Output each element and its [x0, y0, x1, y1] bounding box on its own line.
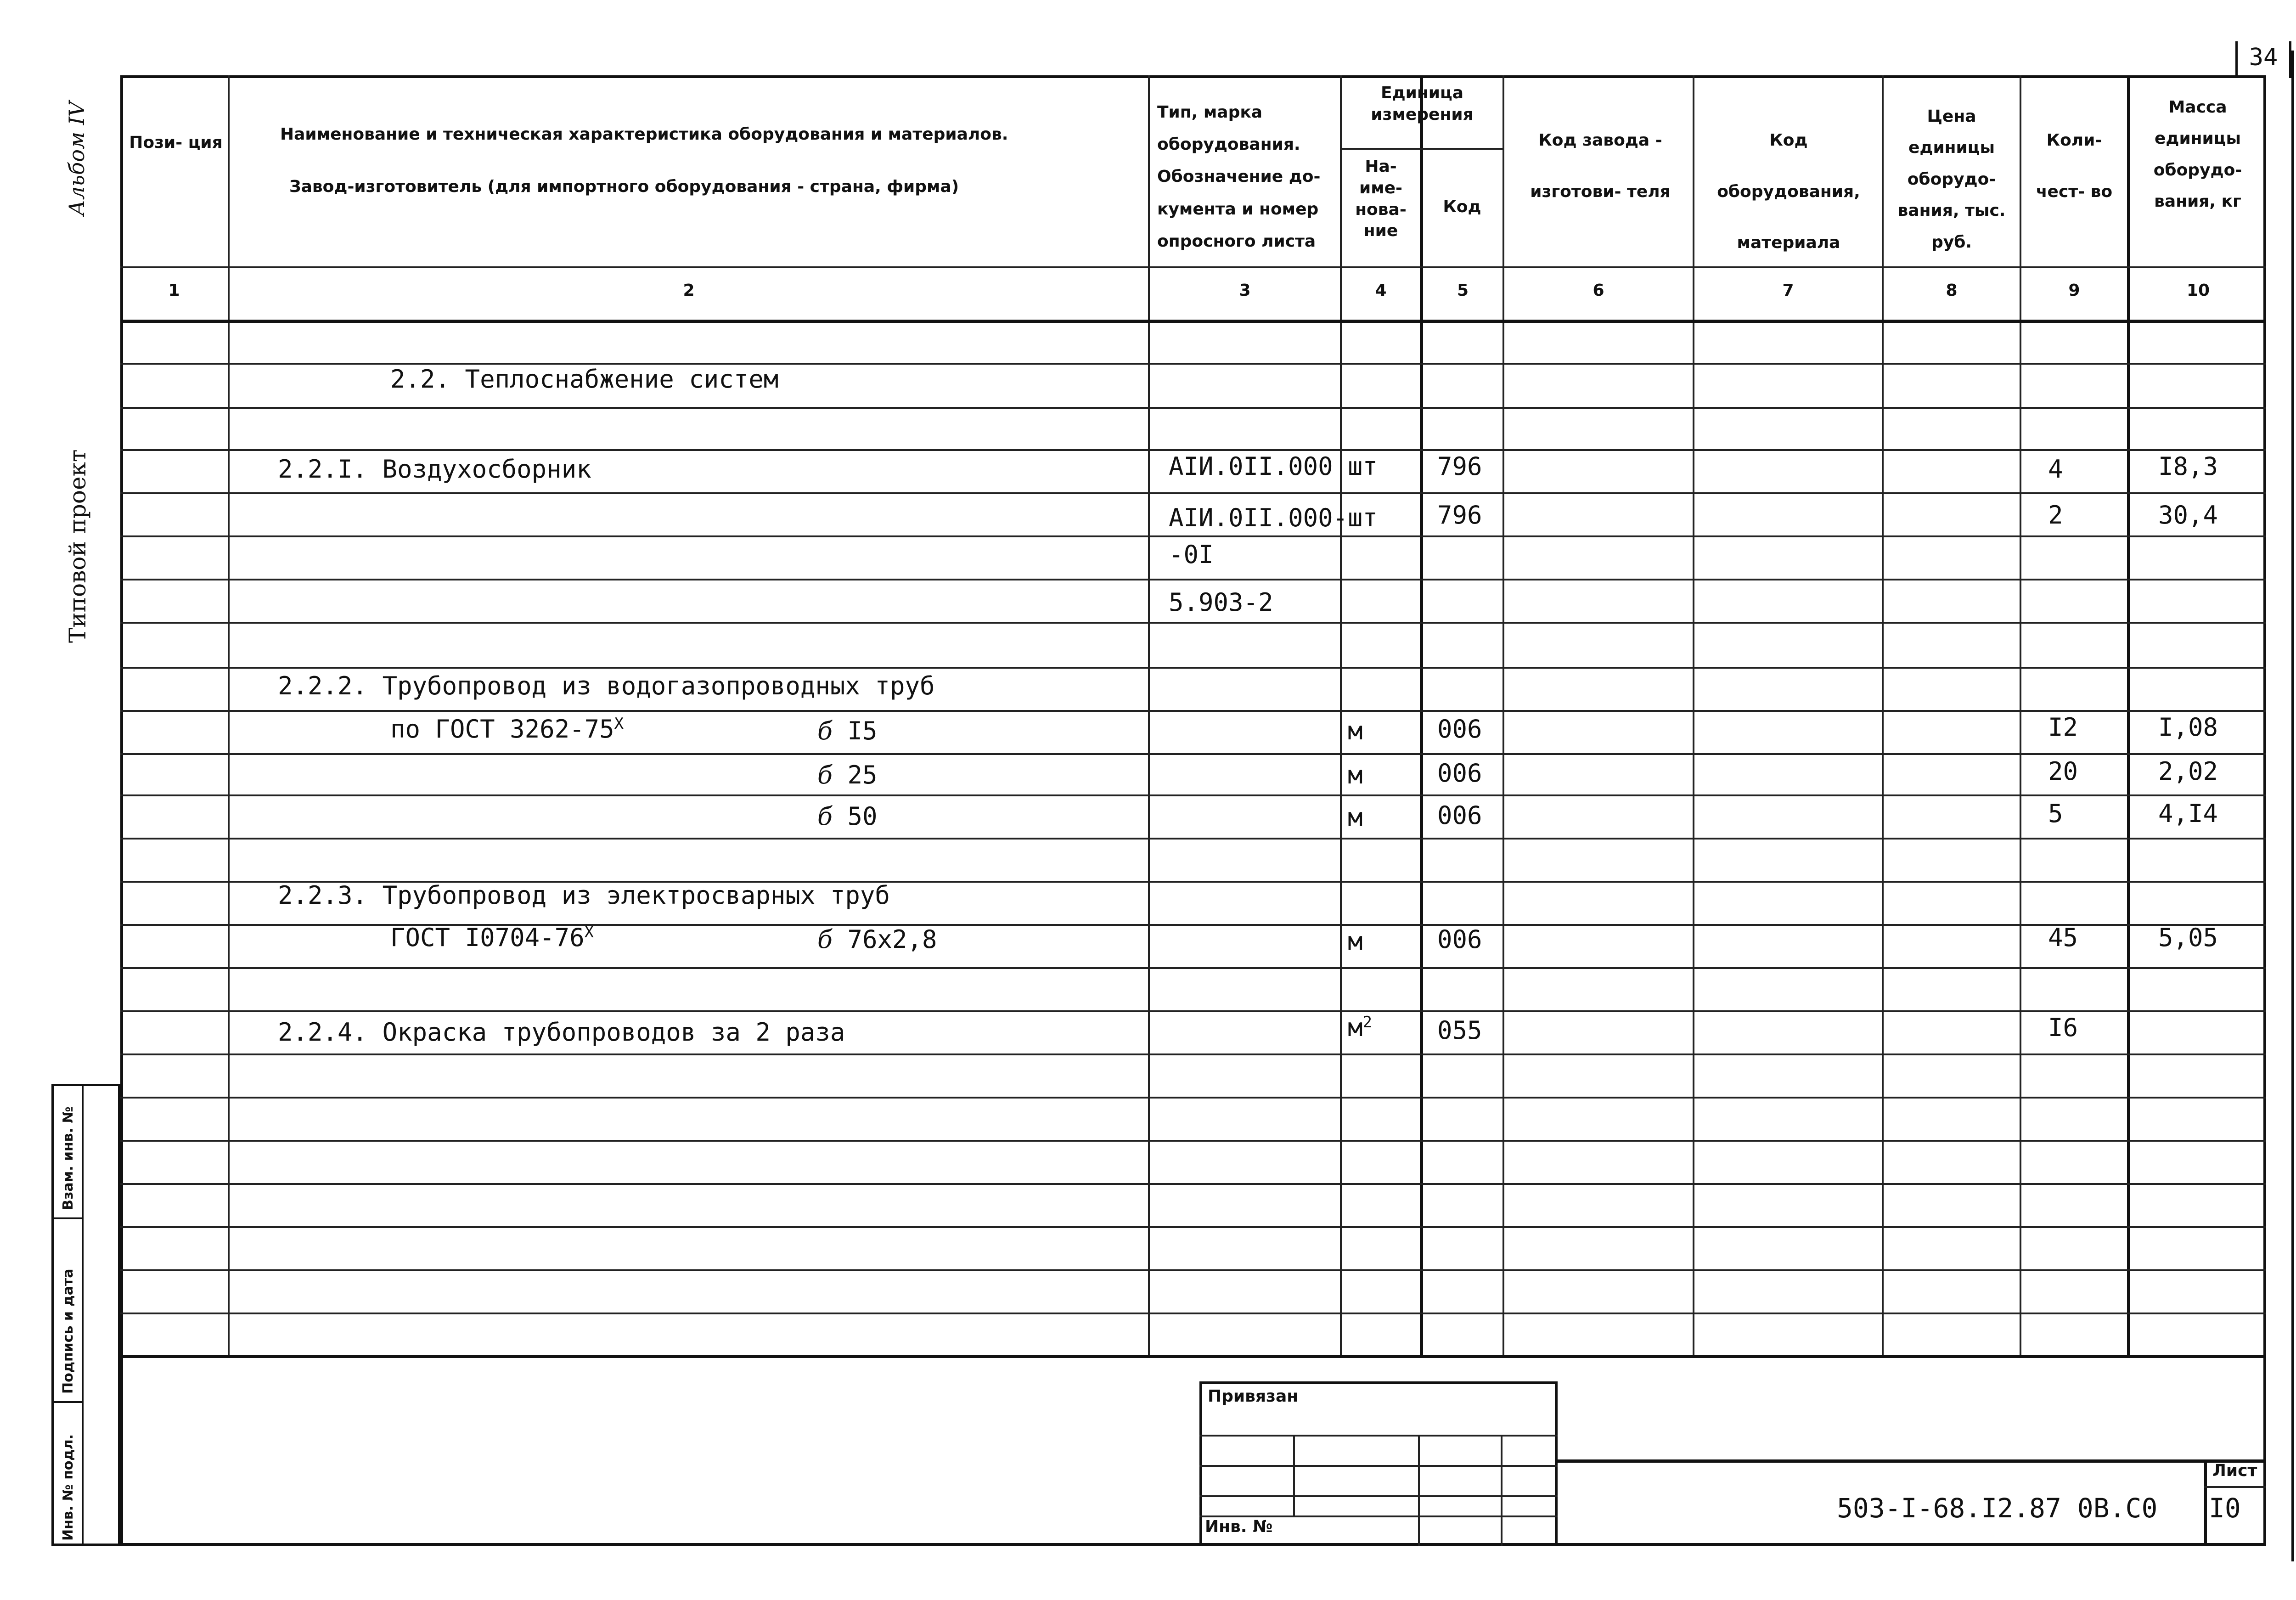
col-number: 2	[683, 281, 695, 300]
col-number: 3	[1239, 281, 1251, 300]
col-number: 8	[1946, 281, 1958, 300]
pipe-size: б I5	[817, 716, 878, 745]
item-type: 5.903-2	[1169, 588, 1273, 617]
header-unit: Единица измерения	[1371, 84, 1474, 124]
item-unit: $м^2$	[1348, 1013, 1372, 1042]
item-unit: м	[1348, 716, 1363, 745]
col-number: 6	[1593, 281, 1604, 300]
bound-label: Привязан	[1208, 1387, 1299, 1406]
item-qty: 20	[2048, 757, 2078, 786]
item-qty: 4	[2048, 455, 2063, 484]
project-label: Типовой проект	[64, 449, 91, 643]
pipe-size: б 50	[817, 802, 878, 831]
sheet-box-divider	[2204, 1486, 2266, 1488]
header-name-line1: Наименование и техническая характеристика оборудования и материалов.	[280, 125, 1008, 144]
item-mass: I,08	[2158, 713, 2218, 742]
diameter-symbol-icon: б	[817, 802, 833, 831]
col-number: 7	[1782, 281, 1794, 300]
inventory-label: Инв. №	[1205, 1517, 1273, 1536]
item-mass: I8,3	[2158, 452, 2218, 481]
stamp-label-replace: Взам. инв. №	[60, 1106, 76, 1210]
item-unit-code: 055	[1437, 1016, 1482, 1045]
header-mass: Масса единицы оборудо- вания, кг	[2153, 98, 2242, 211]
stamp-label-inventory: Инв. № подл.	[60, 1434, 76, 1541]
item-mass: 4,I4	[2158, 799, 2218, 828]
item-qty: 5	[2048, 799, 2063, 828]
pipe-size: б 76х2,8	[817, 925, 937, 954]
corner-sheet-number: 34	[2235, 41, 2291, 78]
item-type: АIИ.0II.000-	[1169, 503, 1348, 532]
col-number: 5	[1457, 281, 1469, 300]
item-unit: шт	[1348, 452, 1378, 481]
header-type: Тип, марка оборудования. Обозначение до- кумента и номер опросного листа	[1157, 103, 1321, 251]
header-position: Пози- ция	[129, 133, 223, 152]
sheet-number: I0	[2209, 1493, 2241, 1524]
item-qty: I6	[2048, 1013, 2078, 1042]
item-name: ГОСТ $I0704-76^Х$	[390, 923, 594, 952]
diameter-symbol-icon: б	[817, 716, 833, 745]
header-unit-code: Код	[1443, 197, 1481, 216]
item-unit-code: 006	[1437, 925, 1482, 954]
col-number: 10	[2186, 281, 2210, 300]
item-unit-code: 796	[1437, 501, 1482, 530]
item-unit-code: 006	[1437, 715, 1482, 744]
item-qty: 45	[2048, 923, 2078, 952]
item-qty: 2	[2048, 501, 2063, 530]
item-unit-code: 006	[1437, 801, 1482, 830]
col-number: 1	[168, 281, 180, 300]
header-unit-name: На- име- нова- ние	[1355, 157, 1407, 241]
item-unit: м	[1348, 803, 1363, 832]
diameter-symbol-icon: б	[817, 761, 833, 789]
item-qty: I2	[2048, 713, 2078, 742]
frame-right-edge	[2291, 51, 2294, 1561]
stamp-label-signature: Подпись и дата	[60, 1268, 76, 1394]
document-code: 503-I-68.I2.87 0В.С0	[1837, 1493, 2158, 1524]
item-mass: 2,02	[2158, 757, 2218, 786]
item-unit-code: 006	[1437, 759, 1482, 788]
header-name-line2: Завод-изготовитель (для импортного оборудования - страна, фирма)	[289, 177, 959, 196]
item-unit: м	[1348, 927, 1363, 956]
item-mass: 30,4	[2158, 501, 2218, 530]
item-name: 2.2.2. Трубопровод из водогазопроводных труб	[278, 671, 935, 700]
album-label: Альбом IV	[64, 101, 89, 216]
header-equipment-code: Код оборудования, материала	[1717, 131, 1860, 253]
col-number: 9	[2068, 281, 2080, 300]
item-name: 2.2.3. Трубопровод из электросварных труб	[278, 881, 890, 910]
item-name: 2.2.I. Воздухосборник	[278, 455, 591, 484]
diameter-symbol-icon: б	[817, 925, 833, 954]
item-name: по ГОСТ $3262-75^Х$	[390, 715, 624, 744]
item-unit: шт	[1348, 503, 1378, 532]
item-name: 2.2.4. Окраска трубопроводов за 2 раза	[278, 1018, 845, 1047]
header-quantity: Коли- чест- во	[2036, 131, 2113, 201]
item-type: -0I	[1169, 540, 1214, 569]
section-title: 2.2. Теплоснабжение систем	[390, 365, 779, 394]
sheet-label: Лист	[2212, 1461, 2257, 1480]
header-factory-code: Код завода - изготови- теля	[1530, 131, 1671, 201]
left-stamp	[51, 1084, 120, 1546]
header-price: Цена единицы оборудо- вания, тыс. руб.	[1897, 107, 2006, 252]
item-mass: 5,05	[2158, 923, 2218, 952]
col-number: 4	[1375, 281, 1387, 300]
item-unit-code: 796	[1437, 452, 1482, 481]
item-type: АIИ.0II.000	[1169, 452, 1333, 481]
item-unit: м	[1348, 761, 1363, 789]
pipe-size: б 25	[817, 761, 878, 789]
